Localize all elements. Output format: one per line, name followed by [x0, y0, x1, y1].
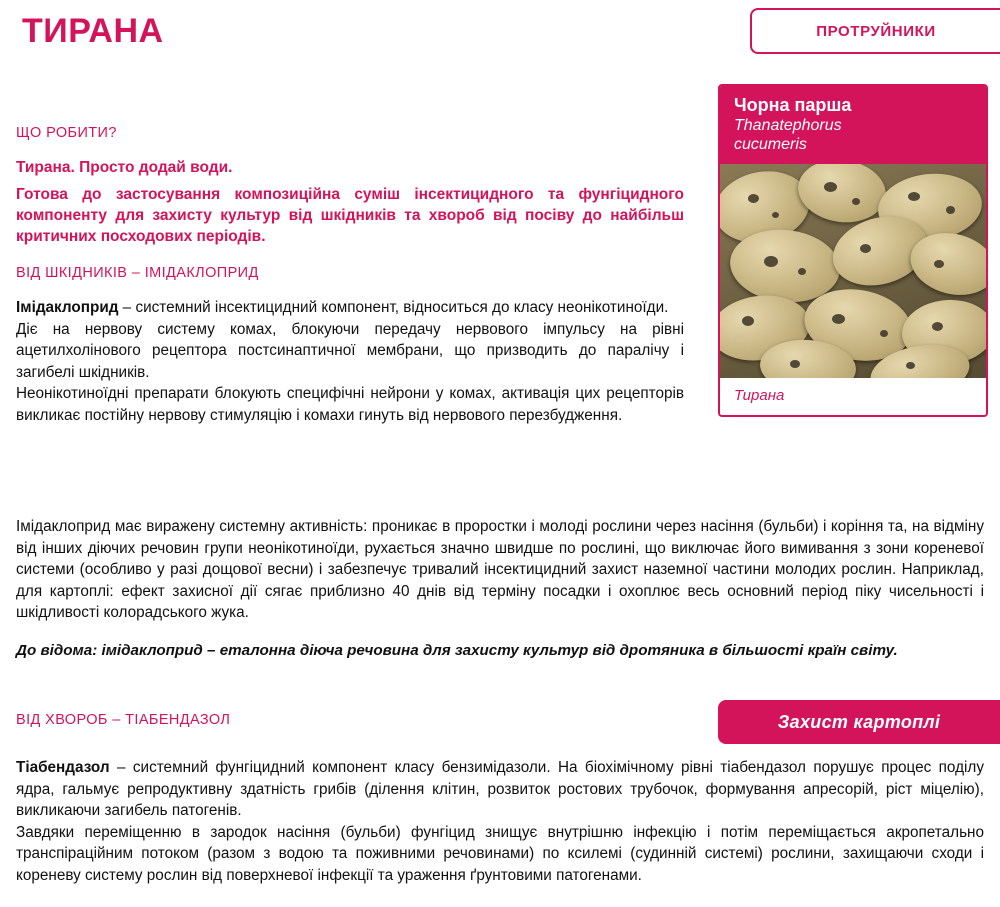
- disease-card-header: [720, 86, 986, 164]
- diseases-paragraph-1: [16, 757, 984, 822]
- potato-tubers-photo: [720, 164, 986, 378]
- category-tag-label: ПРОТРУЙНИКИ: [816, 22, 936, 40]
- scurf-spot: [906, 362, 915, 369]
- disease-card-caption: Тирана: [734, 387, 785, 404]
- scurf-spot: [880, 330, 888, 337]
- banner-potato-protection: [718, 700, 1000, 744]
- disease-name: Чорна парша: [734, 95, 852, 115]
- page-title: ТИРАНА: [22, 12, 164, 50]
- main-text-column-wide: [16, 516, 984, 661]
- scurf-spot: [934, 260, 944, 268]
- pests-paragraph-3: Неонікотиноїдні препарати блокують специфічні нейрони у комах, активація цих рецепторів викликає постійну нервову стимуляцію і комахи гинуть від нервового перезбудження.: [16, 385, 684, 424]
- term-thiabendazole: Тіабендазол: [16, 759, 110, 776]
- heading-what-to-do: ЩО РОБИТИ?: [16, 125, 117, 141]
- scurf-spot: [798, 268, 806, 275]
- scurf-spot: [764, 256, 778, 267]
- heading-diseases: ВІД ХВОРОБ – ТІАБЕНДАЗОЛ: [16, 712, 231, 728]
- diseases-text-column: [16, 757, 984, 886]
- scurf-spot: [742, 316, 754, 326]
- note-imidacloprid: До відома: імідаклоприд – еталонна діюча речовина для захисту культур від дротяника в більшості країн світу.: [16, 641, 898, 659]
- lead-paragraph: [16, 157, 684, 247]
- scurf-spot: [852, 198, 860, 205]
- scurf-spot: [832, 314, 845, 324]
- scurf-spot: [790, 360, 800, 368]
- diseases-paragraph-1-text: – системний фунгіцидний компонент класу бензимідазоли. На біохімічному рівні тіабендазол порушує процес поділу ядра, гальмує репродуктивну здатність грибів (ділення клітин, розвиток ростових трубочок, формування апресорій, ріст міцелію), викликаючи загибель патогенів.: [16, 759, 984, 819]
- heading-pests: ВІД ШКІДНИКІВ – ІМІДАКЛОПРИД: [16, 265, 259, 281]
- scurf-spot: [772, 212, 779, 218]
- scurf-spot: [946, 206, 955, 214]
- diseases-paragraph-2: Завдяки переміщенню в зародок насіння (бульби) фунгіцид знищує внутрішню інфекцію і потім переміщається акропетально транспіраційним потоком (разом з водою та поживними речовинами) по ксилемі (судинній системі) рослини, захищаючи сходи і кореневу систему рослин від поверхневої інфекції та ураження ґрунтовими патогенами.: [16, 823, 984, 884]
- lead-line-1: Тирана. Просто додай води.: [16, 159, 233, 176]
- category-tag-protruynyky: [750, 8, 1000, 54]
- scurf-spot: [908, 192, 920, 201]
- pests-paragraph-4: Імідаклоприд має виражену системну активність: проникає в проростки і молоді рослини через насіння (бульби) і коріння та, на відміну від інших діючих речовин групи неонікотиноїди, рухається значно швидше по рослині, що виключає його вимивання з зони кореневої системи (особливо у разі дощової весни) і забезпечує тривалий інсектицидний захист наземної частини молодих рослин. Наприклад, для картоплі: ефект захисної дії сягає приблизно 40 днів від терміну посадки і охоплює весь основний період піку чисельності і шкідливості колорадського жука.: [16, 518, 984, 621]
- disease-card: [718, 84, 988, 417]
- disease-latin-line-2: cucumeris: [734, 136, 807, 153]
- scurf-spot: [824, 182, 837, 192]
- disease-latin-line-1: Thanatephorus: [734, 117, 842, 134]
- term-imidacloprid: Імідаклоприд: [16, 299, 119, 316]
- lead-line-2: Готова до застосування композиційна суміш інсектицидного та фунгіцидного компоненту для захисту культур від шкідників та хвороб від посіву до найбільш критичних посходових періодів.: [16, 186, 684, 245]
- pests-paragraph-1: [16, 297, 684, 319]
- pests-paragraph-1-text: – системний інсектицидний компонент, відноситься до класу неонікотиноїди.: [118, 299, 669, 316]
- scurf-spot: [860, 244, 871, 253]
- scurf-spot: [748, 194, 759, 203]
- banner-label: Захист картоплі: [777, 711, 941, 732]
- pests-paragraph-2: Діє на нервову систему комах, блокуючи передачу нервового імпульсу на рівні ацетилхолінового рецептора постсинаптичної мембрани, що призводить до паралічу і загибелі шкідників.: [16, 320, 684, 381]
- scurf-spot: [932, 322, 943, 331]
- main-text-column: [16, 125, 684, 426]
